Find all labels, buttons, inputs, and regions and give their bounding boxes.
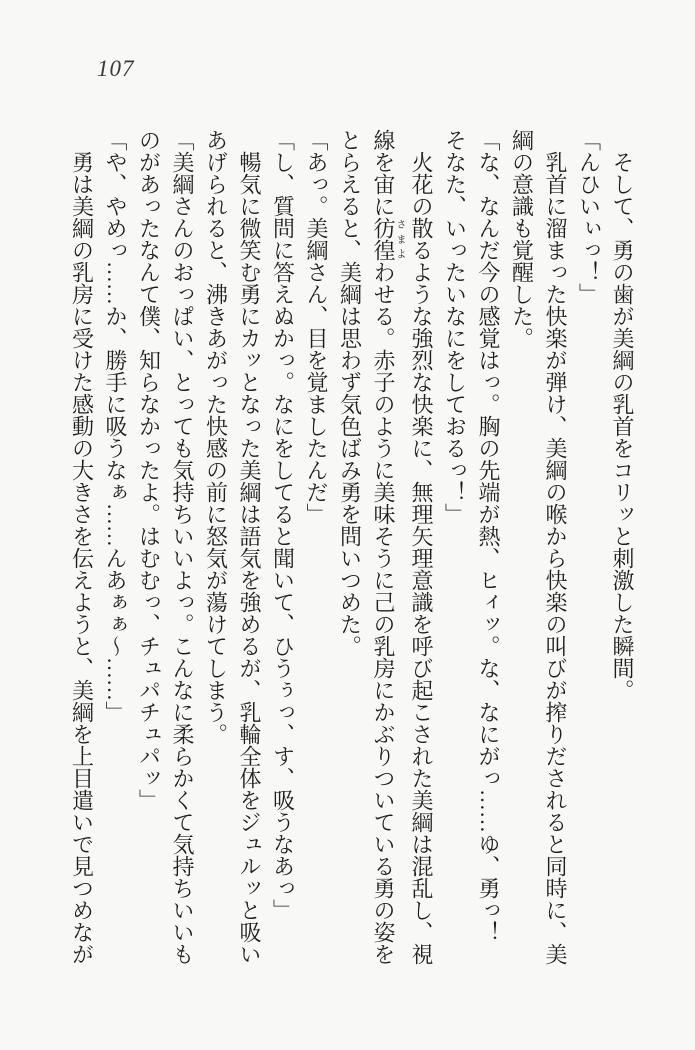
text-line: とらえると、美綱は思わず気色ばみ勇を問いつめた。	[337, 129, 363, 657]
ruby-base: 彷徨	[371, 217, 396, 261]
text-line: 「な、なんだ今の感覚はっ。胸の先端が熱、ヒィッ。な、なにがっ……ゆ、勇っ！	[476, 129, 501, 943]
ruby-annotation	[371, 217, 405, 261]
text-segment: わせる。赤子のように美味そうに己の乳房にかぶりついている勇の姿を	[371, 261, 396, 965]
text-line: 「あっ。美綱さん、目を覚ましたんだ」	[304, 129, 329, 525]
text-line: 暢気に微笑む勇にカッとなった美綱は語気を強めるが、乳輪全体をジュルッと吸い	[237, 151, 262, 965]
text-line: そなた、いったいなにをしておるっ！」	[442, 129, 468, 525]
ruby-text: さまよ	[394, 217, 405, 261]
text-line: 「や、やめっ……か、勝手に吸うなぁ……んあぁぁ～……」	[103, 129, 128, 723]
text-segment: 線を宙に	[371, 129, 396, 217]
page-number: 107	[97, 56, 135, 81]
text-line: のがあったなんて僕、知らなかったよ。はむむっ、チュパチュパッ」	[136, 129, 162, 811]
text-line: 「んひいぃっ！」	[576, 129, 602, 305]
text-line-with-ruby	[367, 129, 405, 969]
text-line: 乳首に溜まった快楽が弾け、美綱の喉から快楽の叫びが搾りだされると同時に、美	[543, 151, 568, 965]
body-text	[65, 129, 639, 969]
text-line: あげられると、沸きあがった快感の前に怒気が蕩けてしまう。	[203, 129, 229, 745]
text-line: そして、勇の歯が美綱の乳首をコリッと刺激した瞬間。	[610, 151, 635, 701]
text-line: 「美綱さんのおっぱい、とっても気持ちいいよっ。こんなに柔らかくて気持ちいいも	[170, 129, 195, 965]
text-line: 火花の散るような強烈な快楽に、無理矢理意識を呼び起こされた美綱は混乱し、視	[409, 151, 434, 965]
text-line: 「し、質問に答えぬかっ。なにをしてると聞いて、ひうぅっ、す、吸うなあっ」	[270, 129, 296, 921]
text-line: 勇は美綱の乳房に受けた感動の大きさを伝えようと、美綱を上目遣いで見つめなが	[69, 151, 95, 965]
text-line: 綱の意識も覚醒した。	[509, 129, 535, 349]
